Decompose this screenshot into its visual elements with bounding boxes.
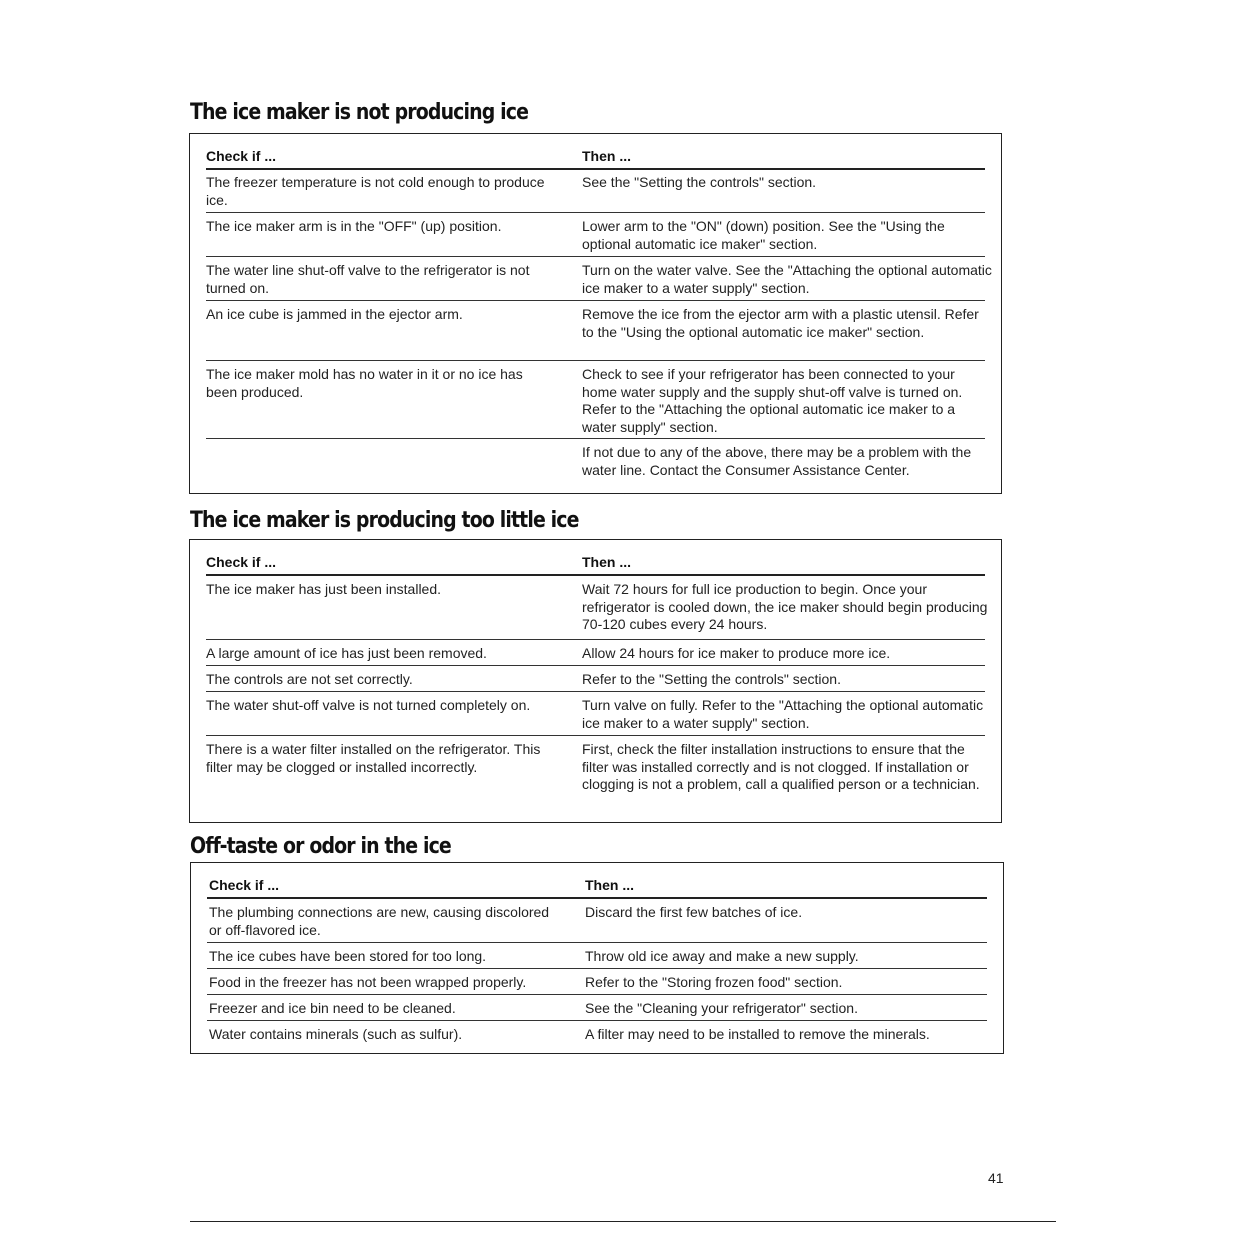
table-row bbox=[206, 170, 985, 213]
then-cell: A filter may need to be installed to remove the minerals. bbox=[585, 1026, 930, 1042]
table-row bbox=[206, 214, 985, 257]
then-cell: Wait 72 hours for full ice production to begin. Once your refrigerator is cooled down, the ice maker should begin producing 70-120 cubes every 24 hours. bbox=[582, 581, 988, 632]
footer-rule bbox=[190, 1221, 1056, 1222]
table-header bbox=[206, 548, 985, 576]
table-row bbox=[206, 362, 985, 439]
table-not-producing bbox=[189, 133, 1002, 494]
check-cell: The water shut-off valve is not turned completely on. bbox=[206, 697, 531, 713]
table-header bbox=[206, 142, 985, 170]
table-row bbox=[206, 258, 992, 301]
then-cell: Turn on the water valve. See the "Attaching the optional automatic ice maker to a water supply" section. bbox=[582, 262, 992, 296]
section-title-too-little: The ice maker is producing too little ice bbox=[190, 508, 579, 533]
check-cell: The plumbing connections are new, causing discolored or off-flavored ice. bbox=[209, 904, 550, 938]
table-row bbox=[206, 577, 988, 640]
table-row bbox=[206, 302, 985, 361]
then-cell: Discard the first few batches of ice. bbox=[585, 904, 803, 920]
check-cell: The water line shut-off valve to the refrigerator is not turned on. bbox=[206, 262, 530, 296]
table-row bbox=[206, 693, 985, 736]
then-cell: Turn valve on fully. Refer to the "Attaching the optional automatic ice maker to a water supply" section. bbox=[582, 697, 984, 731]
table-header bbox=[207, 871, 987, 899]
check-cell: Food in the freezer has not been wrapped properly. bbox=[209, 974, 527, 990]
then-cell: Check to see if your refrigerator has been connected to your home water supply and the supply shut-off valve is turned on. Refer to the "Attaching the optional automatic ice maker to a water supply" section. bbox=[582, 366, 963, 435]
check-cell: Water contains minerals (such as sulfur). bbox=[209, 1026, 463, 1042]
check-cell: The freezer temperature is not cold enough to produce ice. bbox=[206, 174, 545, 208]
table-row bbox=[207, 970, 987, 995]
table-row bbox=[207, 996, 987, 1021]
column-header-then: Then ... bbox=[582, 148, 631, 164]
check-cell: An ice cube is jammed in the ejector arm. bbox=[206, 306, 463, 322]
check-cell: The ice maker mold has no water in it or no ice has been produced. bbox=[206, 366, 523, 400]
then-cell: Refer to the "Storing frozen food" section. bbox=[585, 974, 843, 990]
column-header-check: Check if ... bbox=[206, 148, 277, 164]
then-cell: Lower arm to the "ON" (down) position. See the "Using the optional automatic ice maker" section. bbox=[582, 218, 945, 252]
check-cell: The ice maker arm is in the "OFF" (up) position. bbox=[206, 218, 502, 234]
table-too-little bbox=[189, 539, 1002, 823]
column-header-check: Check if ... bbox=[206, 554, 277, 570]
then-cell: First, check the filter installation instructions to ensure that the filter was installed correctly and is not clogged. If installation or clogging is not a problem, call a qualified person or a technician. bbox=[582, 741, 980, 792]
column-header-then: Then ... bbox=[582, 554, 631, 570]
table-row bbox=[206, 641, 985, 666]
check-cell: There is a water filter installed on the refrigerator. This filter may be clogged or installed incorrectly. bbox=[206, 741, 541, 775]
then-cell: See the "Setting the controls" section. bbox=[582, 174, 817, 190]
check-cell: Freezer and ice bin need to be cleaned. bbox=[209, 1000, 456, 1016]
then-cell: Throw old ice away and make a new supply. bbox=[585, 948, 859, 964]
table-row bbox=[207, 1022, 987, 1048]
then-cell: If not due to any of the above, there may be a problem with the water line. Contact the Consumer Assistance Center. bbox=[582, 444, 972, 478]
section-title-not-producing: The ice maker is not producing ice bbox=[190, 100, 529, 125]
check-cell: A large amount of ice has just been removed. bbox=[206, 645, 487, 661]
then-cell: Remove the ice from the ejector arm with a plastic utensil. Refer to the "Using the optional automatic ice maker" section. bbox=[582, 306, 979, 340]
section-title-off-taste: Off-taste or odor in the ice bbox=[190, 834, 451, 859]
table-row bbox=[206, 737, 985, 817]
table-row bbox=[206, 667, 985, 692]
then-cell: Refer to the "Setting the controls" section. bbox=[582, 671, 841, 687]
then-cell: Allow 24 hours for ice maker to produce more ice. bbox=[582, 645, 891, 661]
then-cell: See the "Cleaning your refrigerator" section. bbox=[585, 1000, 858, 1016]
table-row bbox=[207, 944, 987, 969]
table-off-taste bbox=[190, 862, 1004, 1054]
table-row bbox=[206, 440, 985, 486]
check-cell: The ice cubes have been stored for too long. bbox=[209, 948, 487, 964]
check-cell: The ice maker has just been installed. bbox=[206, 581, 442, 597]
column-header-check: Check if ... bbox=[209, 877, 280, 893]
page-number: 41 bbox=[988, 1170, 1004, 1186]
column-header-then: Then ... bbox=[585, 877, 634, 893]
check-cell: The controls are not set correctly. bbox=[206, 671, 413, 687]
table-row bbox=[207, 900, 987, 943]
